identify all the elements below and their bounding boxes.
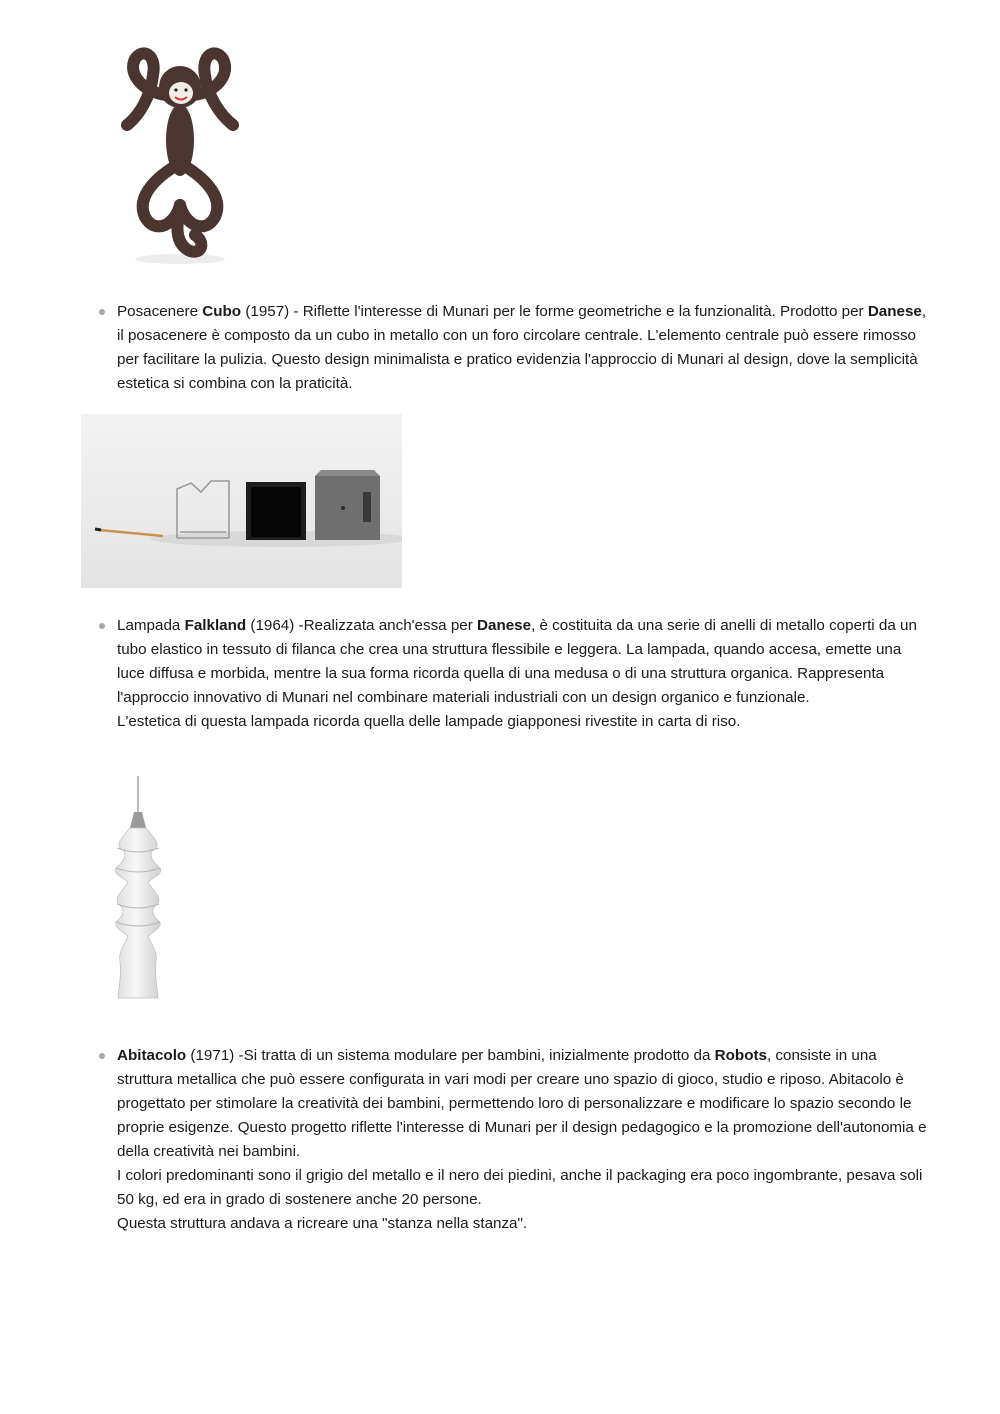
item-text: (1964) -Realizzata anch'essa per — [246, 617, 478, 634]
item-name: Cubo — [202, 303, 242, 320]
falkland-lamp-image — [108, 776, 168, 1002]
item-note: I colori predominanti sono il grigio del metallo e il nero dei piedini, anche il packaging era poco ingombrante, pesava soli 50 kg, ed era in grado di sostenere anche 20 persone. — [117, 1167, 923, 1208]
item-name: Abitacolo — [117, 1047, 187, 1064]
bullet-icon — [99, 309, 105, 315]
item-prefix: Lampada — [117, 617, 185, 634]
item-text: , consiste in una struttura metallica che può essere configurata in vari modi per creare uno spazio di gioco, studio e riposo. Abitacolo è progettato per stimolare la creatività dei bambini, permettendo loro di personalizzare e modificare lo spazio secondo le proprie esigenze. Questo progetto riflette l'interesse di Munari per il design pedagogico e la promozione dell'autonomia e della creatività nei bambini. — [117, 1047, 927, 1160]
list-item-abitacolo — [117, 1044, 927, 1236]
item-text: (1957) - Riflette l'interesse di Munari per le forme geometriche e la funzionalità. Prodotto per — [241, 303, 868, 320]
bullet-icon — [99, 1053, 105, 1059]
item-text: , il posacenere è composto da un cubo in metallo con un foro circolare centrale. L'elemento centrale può essere rimosso per facilitare la pulizia. Questo design minimalista e pratico evidenzia l'approccio di Munari al design, dove la semplicità estetica si combina con la praticità. — [117, 303, 927, 392]
list-item-falkland — [117, 614, 927, 734]
brand-name: Robots — [714, 1047, 767, 1064]
item-text: (1971) -Si tratta di un sistema modulare per bambini, inizialmente prodotto da — [186, 1047, 715, 1064]
item-prefix: Posacenere — [117, 303, 203, 320]
item-paragraph — [117, 1044, 927, 1164]
cubo-ashtray-image — [81, 414, 402, 588]
item-note: Questa struttura andava a ricreare una "stanza nella stanza". — [117, 1215, 528, 1232]
brand-name: Danese — [867, 303, 922, 320]
item-paragraph — [117, 614, 927, 710]
list-item-cubo — [117, 300, 927, 396]
item-paragraph — [117, 300, 927, 396]
monkey-toy-image — [105, 45, 255, 270]
item-name: Falkland — [184, 617, 247, 634]
bullet-icon — [99, 623, 105, 629]
item-text: , è costituita da una serie di anelli di metallo coperti da un tubo elastico in tessuto di filanca che crea una struttura flessibile e leggera. La lampada, quando accesa, emette una luce diffusa e morbida, mentre la sua forma ricorda quella di una medusa o di una struttura organica. Rappresenta l'approccio innovativo di Munari nel combinare materiali industriali con un design organico e funzionale. — [117, 617, 917, 706]
brand-name: Danese — [477, 617, 532, 634]
item-note: L'estetica di questa lampada ricorda quella delle lampade giapponesi rivestite in carta di riso. — [117, 713, 741, 730]
